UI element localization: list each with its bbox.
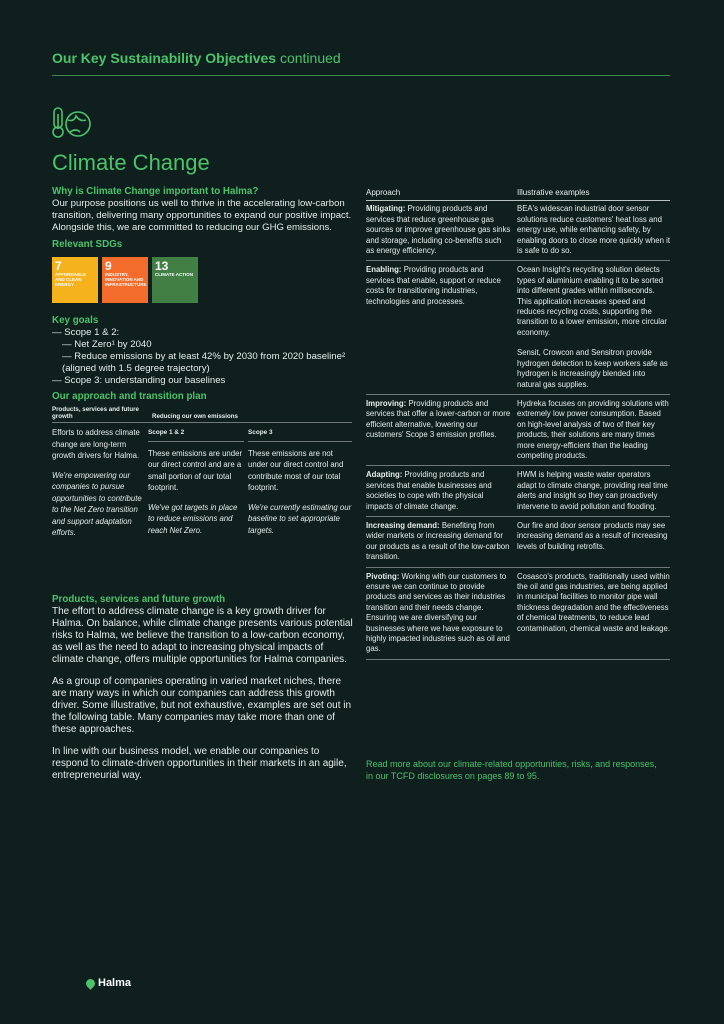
- products-paragraph: As a group of companies operating in varied market niches, there are many ways in which our companies can address this growth driver. Some illustrative, but not exhaustive, examples are set out in the following table. Many companies may take more than one of these approaches.: [52, 676, 352, 735]
- approach-table-body: [52, 427, 352, 539]
- approach-table-header: Products, services and future growth Reducing our own emissions: [52, 406, 352, 423]
- section-title: Climate Change: [52, 150, 210, 175]
- table-row: Improving: Providing products and services that offer a lower-carbon or more efficient alternative, lowering our customers' Scope 3 emission profiles. Hydreka focuses on providing solutions with extremely low power consumption. Based on high-level analysis of two of their key products, their solutions are many times more energy-efficient than the leading competing products.: [366, 399, 670, 466]
- products-paragraph: The effort to address climate change is a key growth driver for Halma. On balance, while climate change presents various potential risks to Halma, we believe the transition to a low-carbon economy, as well as the need to adapt to increasing physical impacts of climate change, offers multiple opportunities for Halma companies.: [52, 606, 353, 665]
- climate-change-icon: [52, 104, 92, 140]
- goals-heading: Key goals: [52, 315, 99, 326]
- products-heading: Products, services and future growth: [52, 594, 226, 605]
- sdg-7-tile: 7 AFFORDABLE AND CLEAN ENERGY: [52, 257, 98, 303]
- approach-examples-table: [366, 188, 670, 664]
- header-rule: [52, 75, 670, 76]
- halma-logo: Halma: [86, 977, 131, 989]
- goal-item: — Net Zero¹ by 2040: [62, 339, 152, 350]
- table-row: Enabling: Providing products and services that enable, support or reduce costs for transitioning industries, technologies and processes. Ocean Insight's recycling solution detects types of aluminium enabling it to be sorted into different grades within milliseconds. This application increases speed and reduces recycling costs, supporting the transition to a lower emission, more circular economy. Sensit, Crowcon and Sensitron provide hydrogen detection to keep workers safe as hydrogen is increasingly blended into natural gas supplies.: [366, 265, 670, 394]
- goal-item: — Reduce emissions by at least 42% by 2030 from 2020 baseline² (aligned with 1.5 degree trajectory): [62, 351, 346, 374]
- goal-item: — Scope 1 & 2:: [52, 327, 120, 338]
- products-section: [52, 594, 354, 792]
- approach-col-scope12: Scope 1 & 2 These emissions are under our direct control and are a small portion of our total footprint. We've got targets in place to reduce emissions and reach Net Zero.: [148, 429, 243, 535]
- approach-col-scope3: Scope 3 These emissions are not under our direct control and contribute most of our total footprint. We're currently estimating our baseline to set appropriate targets.: [248, 429, 352, 535]
- sdgs-heading: Relevant SDGs: [52, 239, 123, 250]
- page-header: Our Key Sustainability Objectives continued: [52, 50, 341, 66]
- sdg-9-tile: 9 INDUSTRY, INNOVATION AND INFRASTRUCTURE: [102, 257, 148, 303]
- goal-item: — Scope 3: understanding our baselines: [52, 375, 226, 386]
- sdg-list: [52, 257, 352, 303]
- sdg-13-tile: 13 CLIMATE ACTION: [152, 257, 198, 303]
- goals-list: [52, 327, 352, 387]
- table-header: Approach Illustrative examples: [366, 188, 670, 201]
- approach-col-products: Efforts to address climate change are long-term growth drivers for Halma. We're empowering our companies to pursue opportunities to contribute to the Net Zero transition and support adaptation efforts.: [52, 428, 142, 537]
- left-column: [52, 186, 352, 539]
- halma-drop-icon: [84, 977, 97, 990]
- why-heading: Why is Climate Change important to Halma?: [52, 186, 259, 197]
- table-row: Mitigating: Providing products and services that reduce greenhouse gas sources or improve greenhouse gas sinks and storage, including co-benefits such as energy efficiency. BEA's widescan industrial door sensor solutions reduce customers' heat loss and energy use, while enhancing safety, by enabling doors to close more quickly when it is safe to do so.: [366, 204, 670, 261]
- why-text: Our purpose positions us well to thrive in the accelerating low-carbon transition, delivering many opportunities to expand our positive impact. Alongside this, we are committed to reducing our GHG emissions.: [52, 198, 352, 233]
- products-paragraph: In line with our business model, we enable our companies to respond to climate-driven opportunities in their markets in an agile, entrepreneurial way.: [52, 746, 347, 781]
- table-row: Adapting: Providing products and services that enable businesses and societies to cope with the physical impacts of climate change. HWM is helping waste water operators adapt to climate change, providing real time alerts and insight so they can proactively intervene to avoid pollution and flooding.: [366, 470, 670, 517]
- approach-heading: Our approach and transition plan: [52, 391, 207, 402]
- tcfd-link[interactable]: Read more about our climate-related opportunities, risks, and responses, in our TCFD disclosures on pages 89 to 95.: [366, 759, 657, 781]
- approach-table: [52, 406, 352, 539]
- table-row: Increasing demand: Benefiting from wider markets or increasing demand for our products as a result of the low-carbon transition. Our fire and door sensor products may see increasing demand as a result of increasing levels of building retrofits.: [366, 521, 670, 568]
- table-row: Pivoting: Working with our customers to ensure we can continue to provide products and services as their industries transition and their needs change. Ensuring we are diversifying our businesses where we have exposure to highly impacted industries such as oil and gas. Cosasco's products, traditionally used within the oil and gas industries, are being applied in municipal facilities to monitor pipe wall thickness degradation and the effectiveness of chemical treatments, to reduce lead contamination, chemical waste and leakage.: [366, 572, 670, 660]
